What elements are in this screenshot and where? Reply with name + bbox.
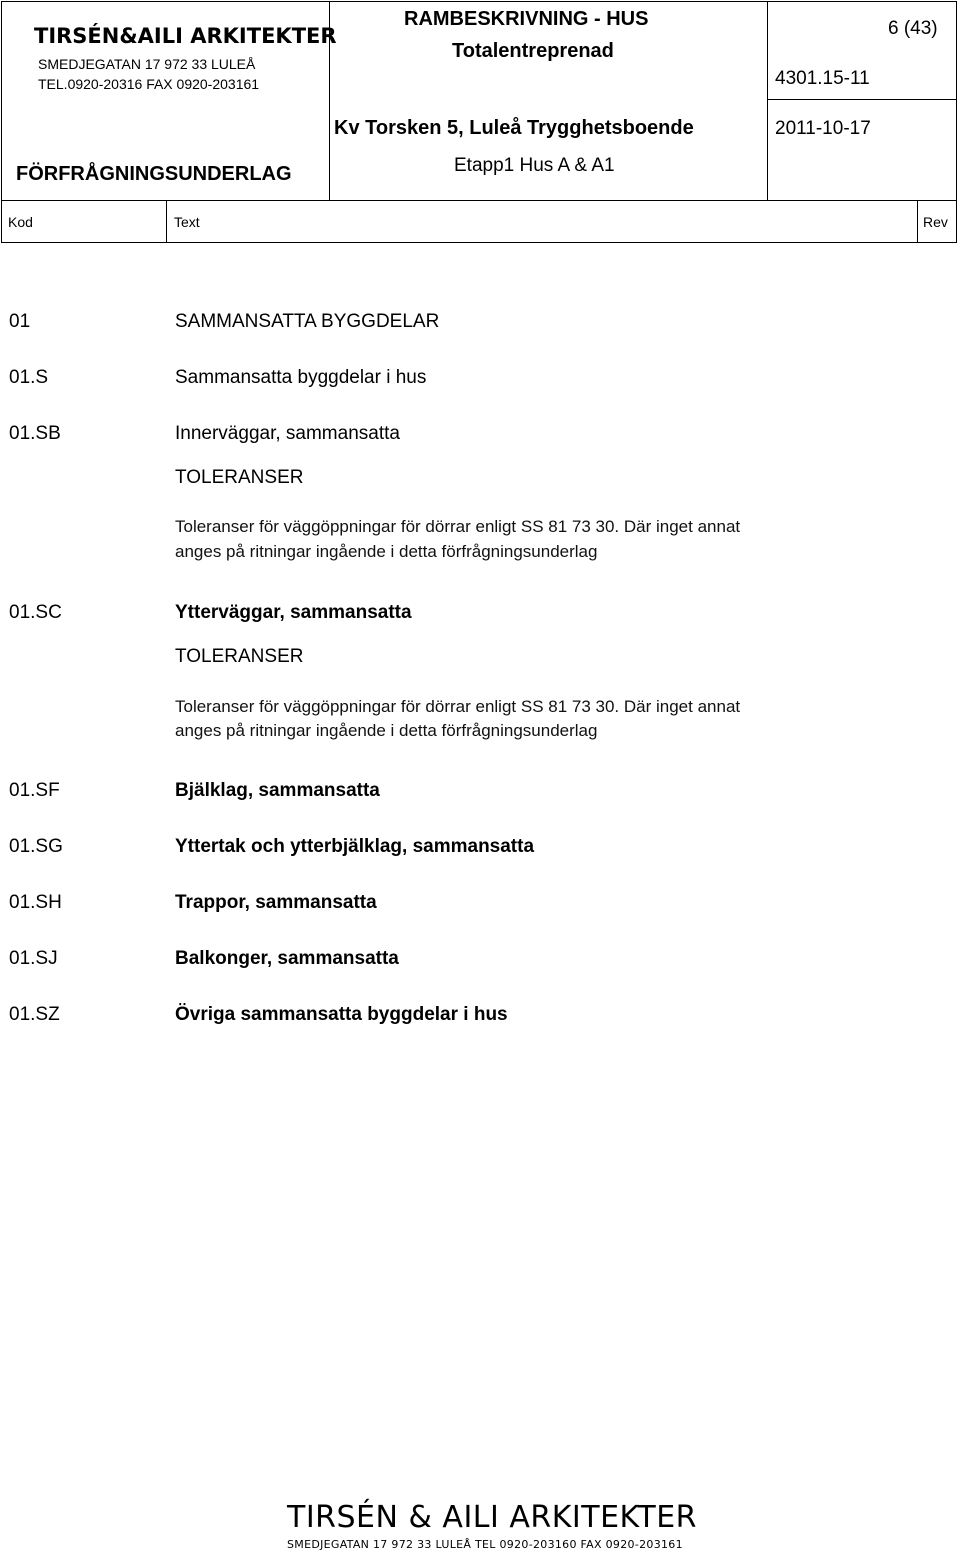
header-divider — [1, 200, 957, 201]
project-stage: Etapp1 Hus A & A1 — [454, 155, 615, 176]
header-divider — [767, 99, 957, 100]
subheading-toleranser: TOLERANSER — [175, 467, 304, 488]
paragraph-line: anges på ritningar ingående i detta förfrågningsunderlag — [175, 721, 598, 740]
section-title: Övriga sammansatta byggdelar i hus — [175, 1004, 508, 1025]
contract-form: Totalentreprenad — [452, 40, 614, 62]
column-header-kod: Kod — [8, 214, 33, 230]
column-header-rev: Rev — [923, 214, 948, 230]
section-title: Trappor, sammansatta — [175, 892, 377, 913]
section-title: Ytterväggar, sammansatta — [175, 602, 412, 623]
firm-address: SMEDJEGATAN 17 972 33 LULEÅ — [38, 56, 256, 72]
section-title: Sammansatta byggdelar i hus — [175, 367, 427, 388]
footer-firm-name: TIRSÉN & AILI ARKITEKTER — [287, 1500, 698, 1535]
column-divider — [166, 200, 167, 243]
document-title: RAMBESKRIVNING - HUS — [404, 8, 649, 30]
section-title: Balkonger, sammansatta — [175, 948, 399, 969]
footer-address: SMEDJEGATAN 17 972 33 LULEÅ TEL 0920-203160 FAX 0920-203161 — [287, 1538, 683, 1551]
subheading-toleranser: TOLERANSER — [175, 646, 304, 667]
section-title: Bjälklag, sammansatta — [175, 780, 380, 801]
section-code: 01.S — [9, 367, 49, 388]
paragraph-line: anges på ritningar ingående i detta förfrågningsunderlag — [175, 542, 598, 561]
section-title: SAMMANSATTA BYGGDELAR — [175, 311, 440, 332]
paragraph-line: Toleranser för väggöppningar för dörrar enligt SS 81 73 30. Där inget annat — [175, 517, 741, 536]
section-code: 01 — [9, 311, 31, 332]
section-code: 01.SG — [9, 836, 63, 857]
header-divider — [767, 1, 768, 200]
project-number: 4301.15-11 — [775, 68, 870, 89]
section-title: Yttertak och ytterbjälklag, sammansatta — [175, 836, 535, 857]
section-code: 01.SF — [9, 780, 60, 801]
firm-logo-name: TIRSÉN&AILI ARKITEKTER — [34, 24, 337, 48]
document-date: 2011-10-17 — [775, 118, 871, 139]
section-code: 01.SJ — [9, 948, 58, 969]
section-code: 01.SH — [9, 892, 62, 913]
page-number: 6 (43) — [888, 18, 938, 39]
paragraph-line: Toleranser för väggöppningar för dörrar enligt SS 81 73 30. Där inget annat — [175, 697, 741, 716]
section-code: 01.SC — [9, 602, 62, 623]
project-name: Kv Torsken 5, Luleå Trygghetsboende — [334, 117, 694, 139]
document-type: FÖRFRÅGNINGSUNDERLAG — [16, 163, 292, 185]
column-header-text: Text — [174, 214, 200, 230]
section-code: 01.SZ — [9, 1004, 60, 1025]
section-code: 01.SB — [9, 423, 61, 444]
section-title: Innerväggar, sammansatta — [175, 423, 400, 444]
column-divider — [917, 200, 918, 243]
firm-phone: TEL.0920-20316 FAX 0920-203161 — [38, 76, 260, 92]
